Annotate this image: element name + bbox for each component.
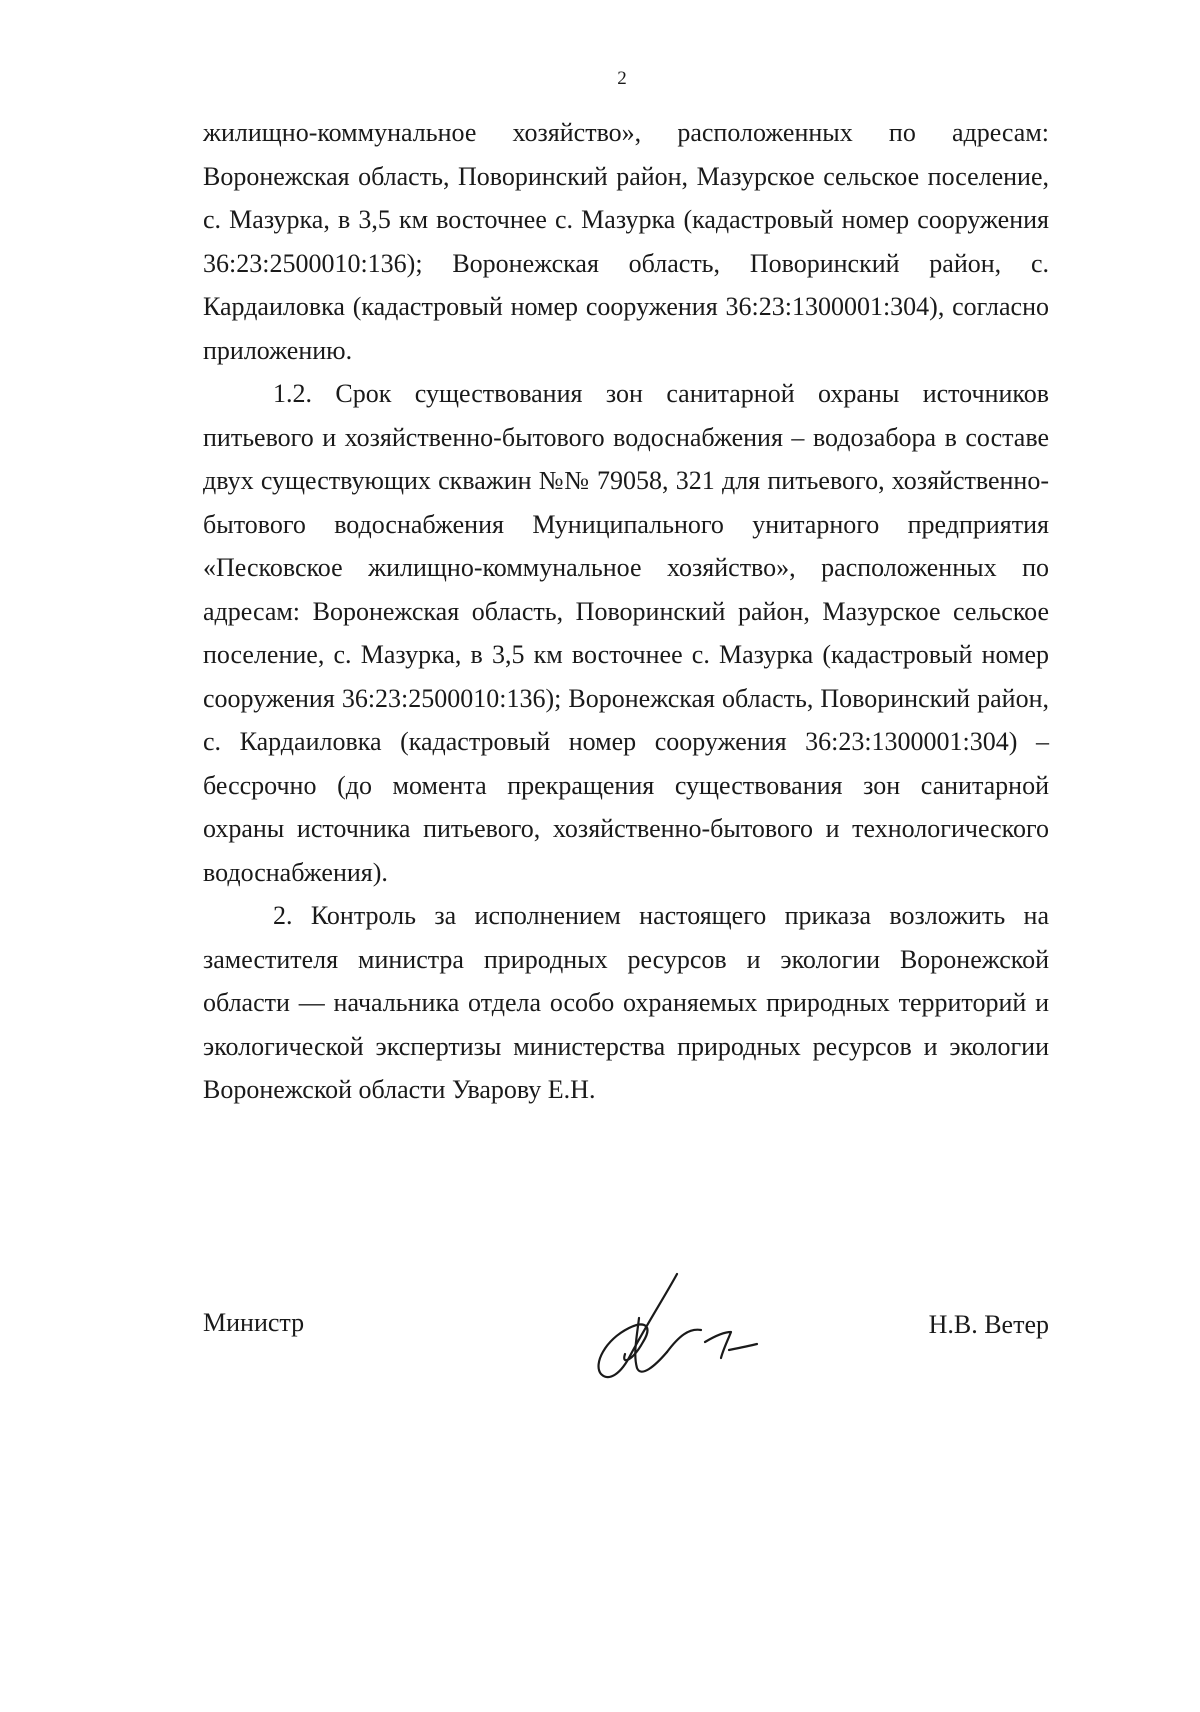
page-number: 2 bbox=[617, 68, 627, 89]
handwritten-signature bbox=[581, 1270, 761, 1390]
paragraph-term-of-existence: 1.2. Срок существования зон санитарной охраны источников питьевого и хозяйственно-бытового водоснабжения – водозабора в составе двух существующих скважин №№ 79058, 321 для питьевого, хозяйственно-бытового водоснабжения Муниципального унитарного предприятия «Песковское жилищно-коммунальное хозяйство», расположенных по адресам: Воронежская область, Поворинский район, Мазурское сельское поселение, с. Мазурка, в 3,5 км восточнее с. Мазурка (кадастровый номер сооружения 36:23:2500010:136); Воронежская область, Поворинский район, с. Кардаиловка (кадастровый номер сооружения 36:23:1300001:304) – бессрочно (до момента прекращения существования зон санитарной охраны источника питьевого, хозяйственно-бытового и технологического водоснабжения). bbox=[203, 379, 1049, 887]
paragraph-control: 2. Контроль за исполнением настоящего приказа возложить на заместителя министра природных ресурсов и экологии Воронежской области — начальника отдела особо охраняемых природных территорий и экологической экспертизы министерства природных ресурсов и экологии Воронежской области Уварову Е.Н. bbox=[203, 901, 1049, 1104]
signature-block bbox=[203, 1308, 1049, 1408]
signatory-name: Н.В. Ветер bbox=[928, 1310, 1049, 1339]
paragraph-continuation: жилищно-коммунальное хозяйство», расположенных по адресам: Воронежская область, Поворинский район, Мазурское сельское поселение, с. Мазурка, в 3,5 км восточнее с. Мазурка (кадастровый номер сооружения 36:23:2500010:136); Воронежская область, Поворинский район, с. Кардаиловка (кадастровый номер сооружения 36:23:1300001:304), согласно приложению. bbox=[203, 118, 1049, 365]
document-body bbox=[203, 111, 1049, 1112]
signatory-title: Министр bbox=[203, 1308, 305, 1337]
